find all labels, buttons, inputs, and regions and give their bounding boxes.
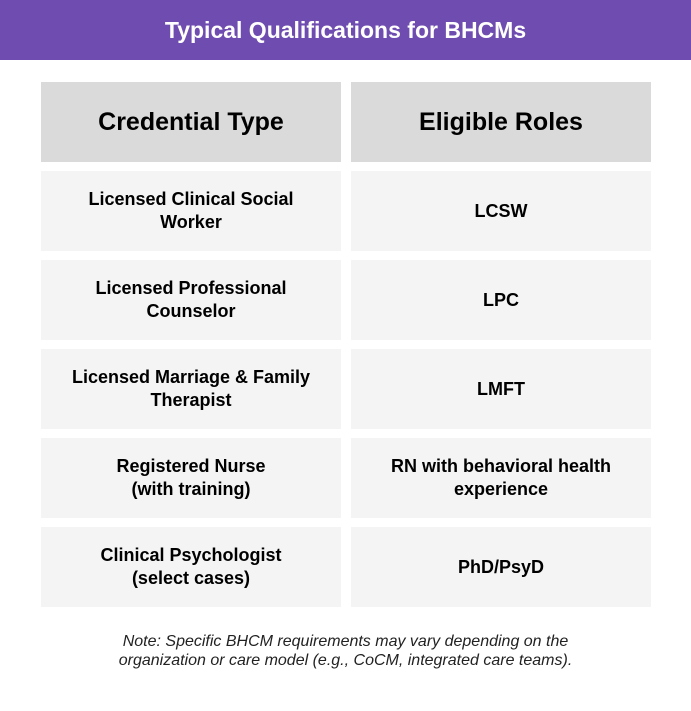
table-cell-role: LPC — [351, 260, 651, 340]
page-header — [0, 0, 691, 60]
table-cell-role: LMFT — [351, 349, 651, 429]
table-cell-credential: Registered Nurse (with training) — [41, 438, 341, 518]
qualifications-table — [41, 82, 651, 607]
table-cell-role: LCSW — [351, 171, 651, 251]
table-cell-credential: Licensed Professional Counselor — [41, 260, 341, 340]
page-title: Typical Qualifications for BHCMs — [164, 16, 527, 43]
table-cell-credential: Clinical Psychologist (select cases) — [41, 527, 341, 607]
column-header-eligible-roles: Eligible Roles — [351, 82, 651, 162]
table-cell-role: PhD/PsyD — [351, 527, 651, 607]
table-cell-role: RN with behavioral health experience — [351, 438, 651, 518]
footnote: Note: Specific BHCM requirements may vary depending on the organization or care model (e.g., CoCM, integrated care teams). — [118, 633, 573, 669]
table-cell-credential: Licensed Marriage & Family Therapist — [41, 349, 341, 429]
table-cell-credential: Licensed Clinical Social Worker — [41, 171, 341, 251]
column-header-credential-type: Credential Type — [41, 82, 341, 162]
